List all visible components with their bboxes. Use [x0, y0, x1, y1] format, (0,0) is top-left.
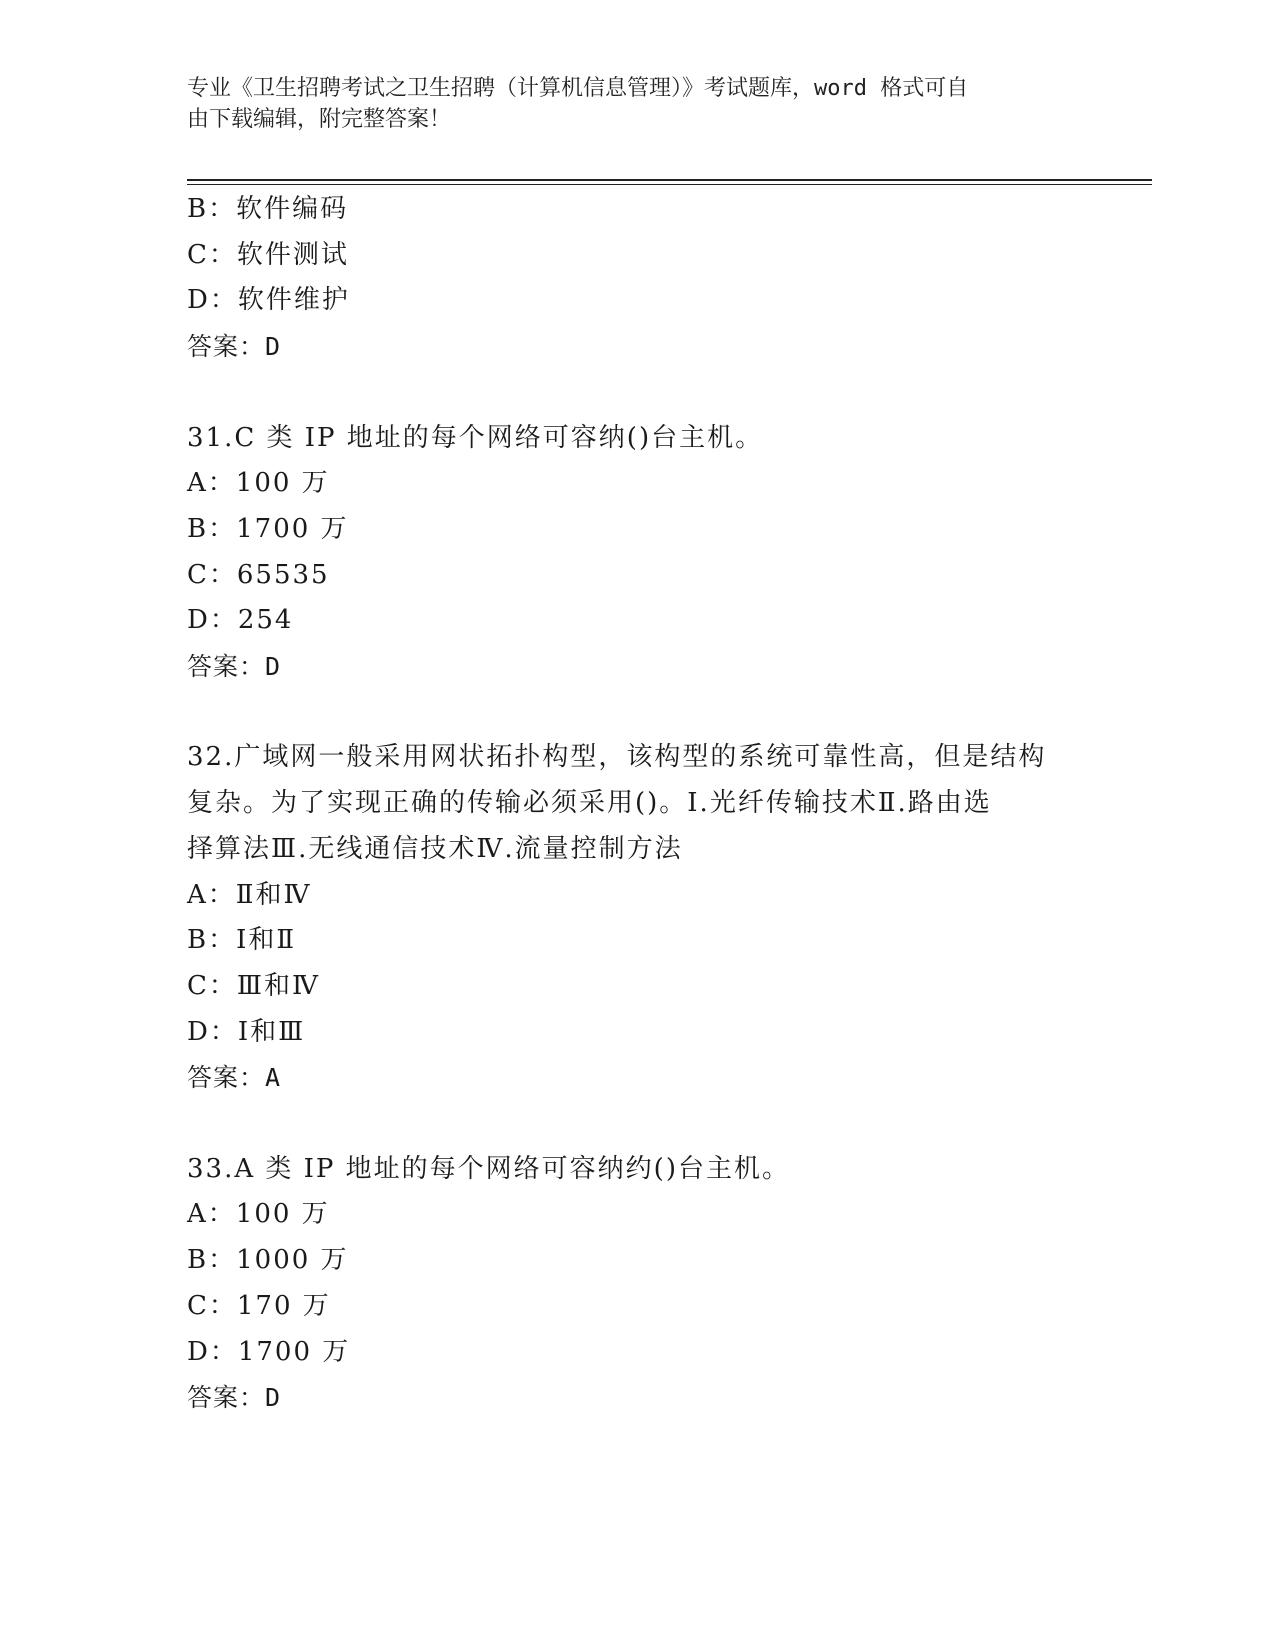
header-line-1: 专业《卫生招聘考试之卫生招聘（计算机信息管理）》考试题库，word 格式可自: [187, 76, 969, 101]
option-c: C：65535: [187, 559, 330, 590]
option-c: C：软件测试: [187, 239, 349, 270]
option-c: C：Ⅲ和Ⅳ: [187, 970, 320, 1001]
question-stem: 33.A 类 IP 地址的每个网络可容纳约()台主机。: [187, 1153, 790, 1184]
question-31: [187, 416, 1087, 690]
option-a: A：Ⅱ和Ⅳ: [187, 879, 312, 910]
document-header: [187, 73, 1067, 135]
option-d: D：Ⅰ和Ⅲ: [187, 1016, 306, 1047]
question-stem: 择算法Ⅲ.无线通信技术Ⅳ.流量控制方法: [187, 833, 683, 864]
header-divider-thick: [187, 179, 1152, 181]
option-d: D：软件维护: [187, 285, 350, 316]
option-b: B：1000 万: [187, 1245, 349, 1276]
option-c: C：170 万: [187, 1290, 331, 1321]
option-b: B：软件编码: [187, 194, 349, 224]
answer-line: 答案：A: [187, 1063, 282, 1093]
question-30-tail: [187, 187, 1087, 370]
question-33: [187, 1147, 1087, 1421]
answer-line: 答案：D: [187, 652, 282, 682]
option-d: D：254: [187, 605, 294, 636]
answer-line: 答案：D: [187, 1383, 282, 1413]
answer-line: 答案：D: [187, 332, 282, 362]
header-divider-thin: [187, 184, 1152, 185]
spacer: [187, 1101, 1087, 1147]
question-stem: 复杂。为了实现正确的传输必须采用()。Ⅰ.光纤传输技术Ⅱ.路由选: [187, 788, 992, 819]
question-stem: 32.广域网一般采用网状拓扑构型，该构型的系统可靠性高，但是结构: [187, 742, 1047, 773]
option-b: B：Ⅰ和Ⅱ: [187, 925, 297, 956]
option-a: A：100 万: [187, 468, 330, 499]
header-line-2: 由下载编辑，附完整答案！: [187, 107, 452, 132]
question-stem: 31.C 类 IP 地址的每个网络可容纳()台主机。: [187, 422, 764, 453]
question-32: [187, 735, 1087, 1101]
option-d: D：1700 万: [187, 1336, 351, 1367]
spacer: [187, 370, 1087, 416]
option-a: A：100 万: [187, 1199, 330, 1230]
spacer: [187, 690, 1087, 736]
option-b: B：1700 万: [187, 513, 349, 544]
question-list: [187, 187, 1087, 1421]
